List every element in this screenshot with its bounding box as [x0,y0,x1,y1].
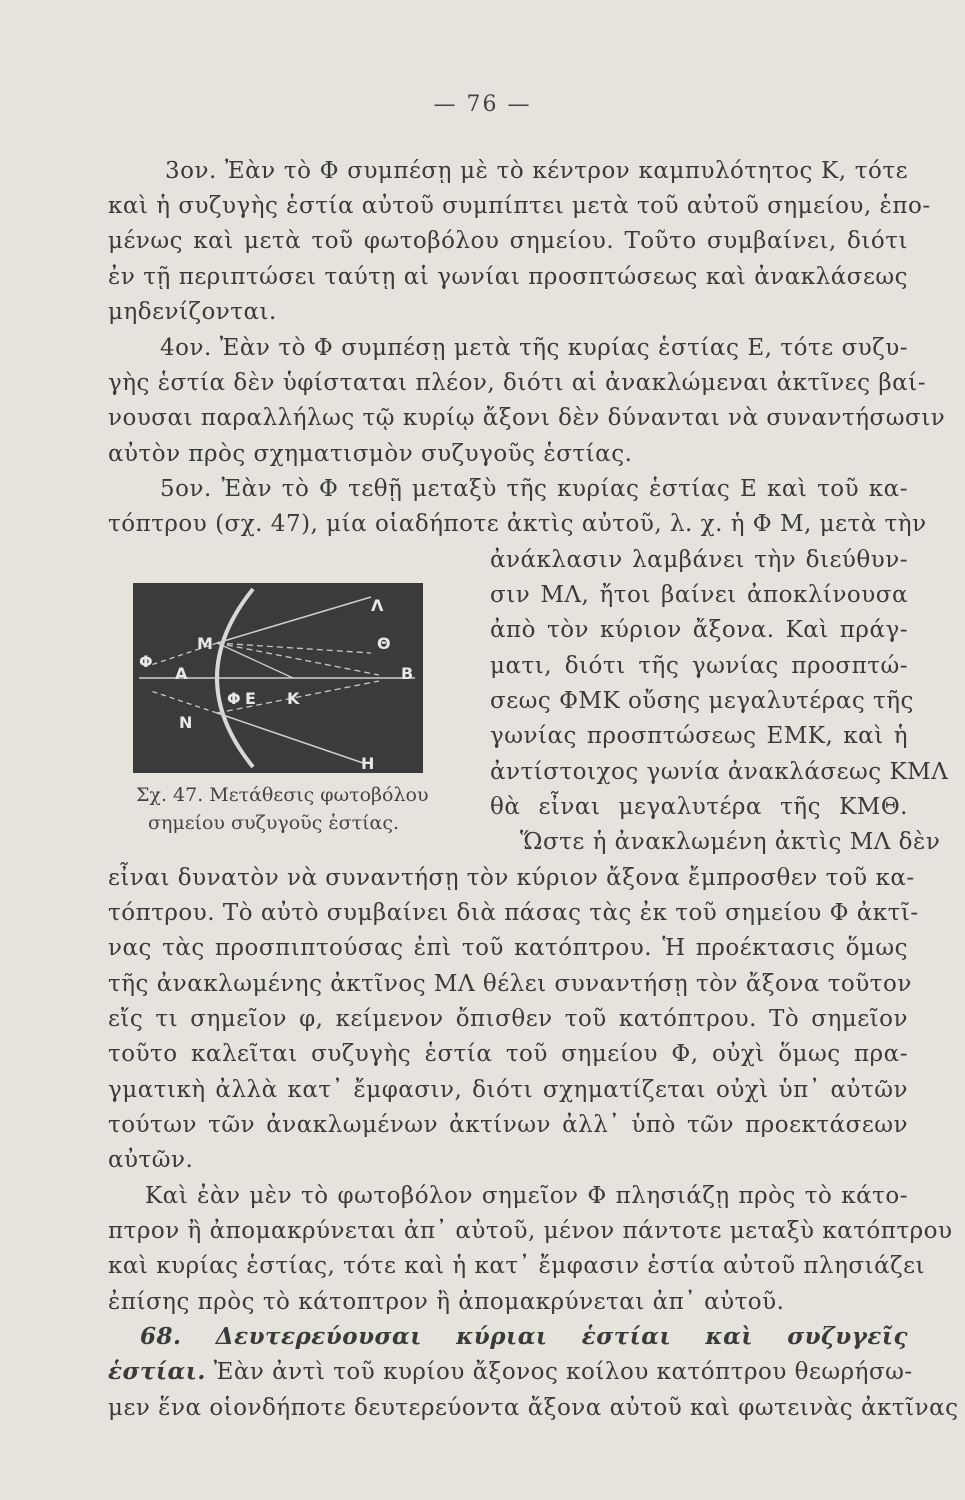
text-line: Καὶ ἐὰν μὲν τὸ φωτοβόλον σημεῖον Φ πλησιάζῃ πρὸς τὸ κάτο- [145,1183,908,1209]
text-line: αὐτὸν πρὸς σχηματισμὸν συζυγοῦς ἑστίας. [108,441,633,467]
label-phi-small: Φ [139,652,153,671]
ray-extension-lower [151,691,217,713]
text-line: καὶ ἡ συζυγὴς ἑστία αὐτοῦ συμπίπτει μετὰ τοῦ αὐτοῦ σημείου, ἑπο- [108,193,931,219]
figure-caption-line1: Σχ. 47. Μετάθεσις φωτοβόλου [136,784,429,806]
text-line: ματι, διότι τῆς γωνίας προσπτώ- [490,653,908,679]
text-line: τόπτρου (σχ. 47), μία οἱαδήποτε ἀκτὶς αὐτοῦ, λ. χ. ἡ Φ Μ, μετὰ τὴν [108,511,927,537]
section-68-line2 [108,1357,913,1387]
label-K: Κ [287,689,300,708]
text-line: ἀπὸ τὸν κύριον ἄξονα. Καὶ πράγ- [490,617,908,643]
text-line: 3ον. Ἐὰν τὸ Φ συμπέσῃ μὲ τὸ κέντρον καμπυλότητος Κ, τότε [165,158,908,184]
figure-47-mirror-diagram [133,583,423,773]
label-M: Μ [197,634,213,653]
text-line: Ὥστε ἡ ἀνακλωμένη ἀκτὶς ΜΛ δὲν [520,829,941,855]
figure-caption-line2: σημείου συζυγοῦς ἑστίας. [148,812,400,834]
normal-MK [217,643,293,678]
text-line: ἐπίσης πρὸς τὸ κάτοπτρον ἢ ἀπομακρύνεται ἀπ᾽ αὐτοῦ. [108,1289,785,1315]
text-line: μένως καὶ μετὰ τοῦ φωτοβόλου σημείου. Τοῦτο συμβαίνει, διότι [108,228,908,254]
text-line: 5ον. Ἐὰν τὸ Φ τεθῇ μεταξὺ τῆς κυρίας ἑστίας Ε καὶ τοῦ κα- [160,476,908,502]
text-line: νουσαι παραλλήλως τῷ κυρίῳ ἄξονι δὲν δύνανται νὰ συναντήσωσιν [108,405,946,431]
label-L: Λ [371,596,384,615]
text-line: ἐν τῇ περιπτώσει ταύτῃ αἱ γωνίαι προσπτώσεως καὶ ἀνακλάσεως [108,264,908,290]
text-line: μηδενίζονται. [108,299,277,325]
text-line: ἀντίστοιχος γωνία ἀνακλάσεως ΚΜΛ [490,759,949,785]
text-line: σεως ΦΜΚ οὔσης μεγαλυτέρας τῆς [490,688,914,714]
text-line: εἴς τι σημεῖον φ, κείμενον ὄπισθεν τοῦ κατόπτρου. Τὸ σημεῖον [108,1006,908,1032]
mirror-diagram-svg [133,583,423,773]
text-line: καὶ κυρίας ἑστίας, τότε καὶ ἡ κατ᾽ ἔμφασιν ἑστία αὐτοῦ πλησιάζει [108,1253,926,1279]
label-B: Β [401,664,414,683]
text-line: αὐτῶν. [108,1147,194,1173]
page-number: — 76 — [433,92,532,117]
text-line: τοῦτο καλεῖται συζυγὴς ἑστία τοῦ σημείου Φ, οὐχὶ ὅμως πρα- [108,1041,908,1067]
text-line: θὰ εἶναι μεγαλυτέρα τῆς ΚΜΘ. [490,794,908,820]
text-line: τῆς ἀνακλωμένης ἀκτῖνος ΜΛ θέλει συναντήσῃ τὸν ἄξονα τοῦτον [108,971,912,997]
text-line: νας τὰς προσπιπτούσας ἐπὶ τοῦ κατόπτρου. Ἡ προέκτασις ὅμως [108,935,908,961]
section-68-line2-text: Ἐὰν ἀντὶ τοῦ κυρίου ἄξονος κοίλου κατόπτρου θεωρήσω- [205,1359,913,1385]
text-line: τόπτρου. Τὸ αὐτὸ συμβαίνει διὰ πάσας τὰς ἐκ τοῦ σημείου Φ ἀκτῖ- [108,900,919,926]
text-line: τούτων τῶν ἀνακλωμένων ἀκτίνων ἀλλ᾽ ὑπὸ τῶν προεκτάσεων [108,1112,908,1138]
label-E: Ε [245,689,256,708]
label-N: Ν [179,713,193,732]
text-line: σιν ΜΛ, ἤτοι βαίνει ἀποκλίνουσα [490,582,908,608]
text-line: 4ον. Ἐὰν τὸ Φ συμπέσῃ μετὰ τῆς κυρίας ἑστίας Ε, τότε συζυ- [160,335,908,361]
text-line: γματικὴ ἀλλὰ κατ᾽ ἔμφασιν, διότι σχηματίζεται οὐχὶ ὑπ᾽ αὐτῶν [108,1077,908,1103]
label-A: Α [175,664,188,683]
text-line: ἀνάκλασιν λαμβάνει τὴν διεύθυν- [490,547,908,573]
text-line: μεν ἕνα οἱονδήποτε δευτερεύοντα ἄξονα αὐτοῦ καὶ φωτεινὰς ἀκτῖνας [108,1395,959,1421]
label-theta: Θ [377,634,391,653]
section-68-heading-end: ἑστίαι. [108,1358,206,1385]
section-68-heading: 68. Δευτερεύουσαι κύριαι ἑστίαι καὶ συζυγεῖς [140,1323,908,1350]
text-line: πτρον ἢ ἀπομακρύνεται ἀπ᾽ αὐτοῦ, μένον πάντοτε μεταξὺ κατόπτρου [108,1218,953,1244]
text-line: εἶναι δυνατὸν νὰ συναντήσῃ τὸν κύριον ἄξονα ἔμπροσθεν τοῦ κα- [108,865,915,891]
text-line: γωνίας προσπτώσεως ΕΜΚ, καὶ ἡ [490,723,908,749]
label-phi: Φ [227,689,241,708]
reflected-ray-lower [217,713,363,763]
text-line: γὴς ἑστία δὲν ὑφίσταται πλέον, διότι αἱ ἀνακλώμεναι ἀκτῖνες βαί- [108,370,926,396]
label-H: Η [361,754,375,773]
